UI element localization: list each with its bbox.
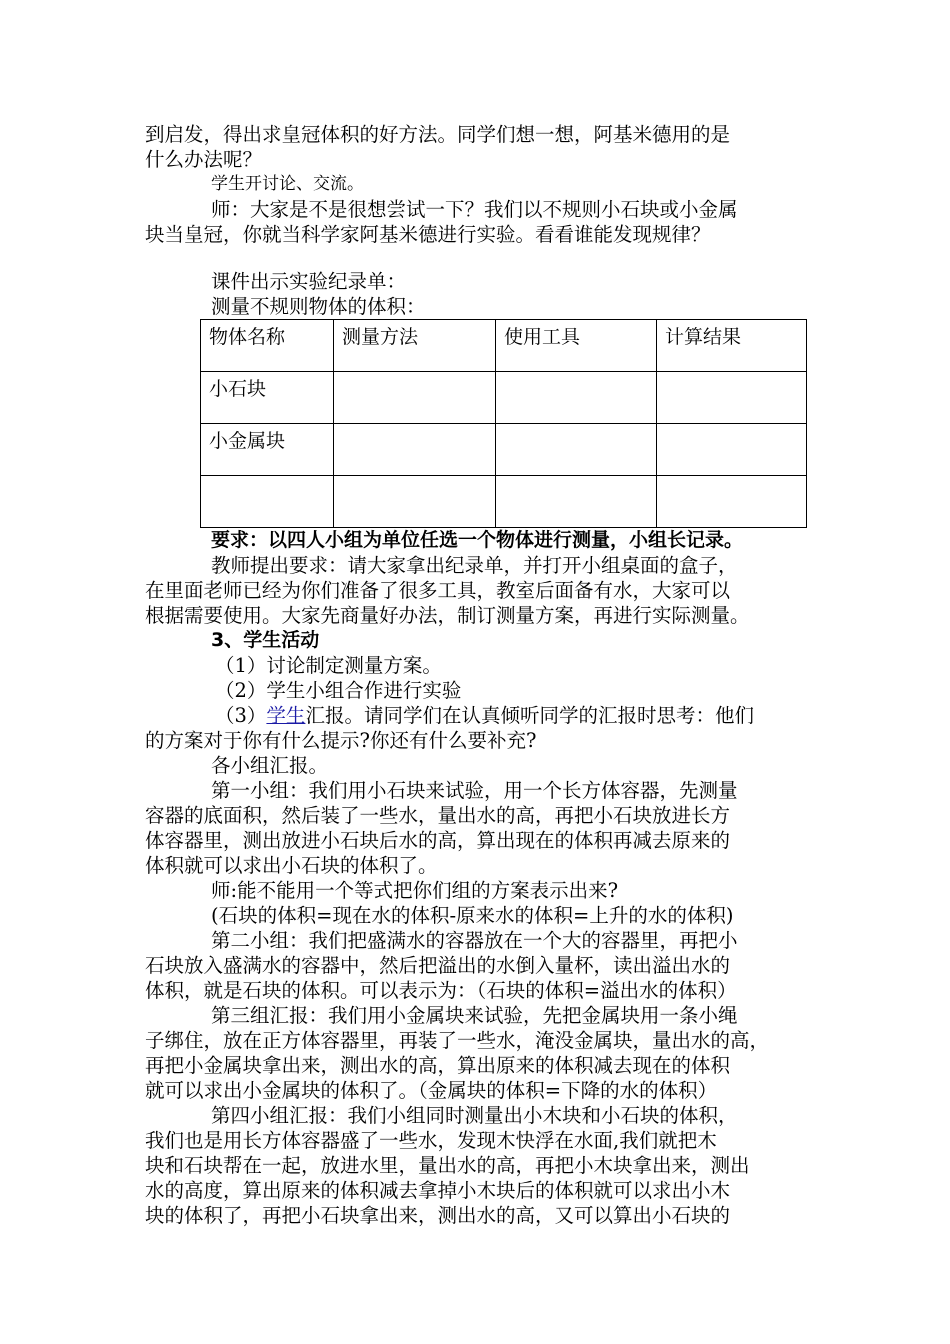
table-row [201,424,807,476]
table-row [201,476,807,528]
formula-1: (石块的体积=现在水的体积-原来水的体积=上升的水的体积) [211,904,734,927]
table-cell [334,372,496,424]
intro-line-1: 到启发，得出求皇冠体积的好方法。同学们想一想，阿基米德用的是 [145,123,731,146]
group1-line-3: 体容器里，测出放进小石块后水的高，算出现在的体积再减去原来的 [145,829,731,852]
group4-line-4: 水的高度，算出原来的体积减去拿掉小木块后的体积就可以求出小木 [145,1179,731,1202]
group3-line-4: 就可以求出小金属块的体积了。（金属块的体积=下降的水的体积） [145,1079,718,1102]
group4-line-5: 块的体积了，再把小石块拿出来，测出水的高，又可以算出小石块的 [145,1204,731,1227]
requirement-line: 要求：以四人小组为单位任选一个物体进行测量，小组长记录。 [211,529,744,551]
group4-line-3: 块和石块帮在一起，放进水里，量出水的高，再把小木块拿出来，测出 [145,1154,750,1177]
teacher-requirement-line-2: 在里面老师已经为你们准备了很多工具，教室后面备有水，大家可以 [145,579,731,602]
group2-line-1: 第二小组：我们把盛满水的容器放在一个大的容器里，再把小 [211,929,738,952]
group1-line-4: 体积就可以求出小石块的体积了。 [145,854,438,877]
table-header-row [201,320,807,372]
step-1: （1）讨论制定测量方案。 [215,654,442,677]
group1-line-2: 容器的底面积，然后装了一些水，量出水的高，再把小石块放进长方 [145,804,731,827]
teacher-prompt-line-1: 师：大家是不是很想尝试一下？我们以不规则小石块或小金属 [211,198,738,221]
table-title: 测量不规则物体的体积： [211,295,426,318]
step-3-prefix: （3） [215,704,267,727]
table-cell: 小金属块 [201,424,334,476]
table-cell [496,476,657,528]
record-table [200,319,807,528]
table-cell [334,424,496,476]
table-cell [657,372,807,424]
step-2: （2）学生小组合作进行实验 [215,679,462,702]
group2-line-3: 体积，就是石块的体积。可以表示为：（石块的体积=溢出水的体积） [145,979,737,1002]
step-3-text: 汇报。请同学们在认真倾听同学的汇报时思考：他们 [305,704,754,727]
group-report-line: 各小组汇报。 [211,754,329,777]
header-cell: 物体名称 [201,320,334,372]
table-cell [201,476,334,528]
intro-line-2: 什么办法呢？ [145,148,263,171]
table-cell [657,424,807,476]
header-cell: 使用工具 [496,320,657,372]
table-cell [334,476,496,528]
table-cell [496,424,657,476]
header-cell: 计算结果 [657,320,807,372]
document-page [145,122,810,1228]
teacher-requirement-line-1: 教师提出要求：请大家拿出纪录单，并打开小组桌面的盒子， [211,554,738,577]
group1-line-1: 第一小组：我们用小石块来试验，用一个长方体容器，先测量 [211,779,738,802]
group4-line-2: 我们也是用长方体容器盛了一些水，发现木快浮在水面,我们就把木 [145,1129,717,1152]
courseware-line: 课件出示实验纪录单： [211,270,407,293]
group3-line-1: 第三组汇报：我们用小金属块来试验，先把金属块用一条小绳 [211,1004,738,1027]
blank-line [145,247,810,269]
table-cell [496,372,657,424]
header-cell: 测量方法 [334,320,496,372]
discussion-line: 学生开讨论、交流。 [211,174,364,194]
table-cell: 小石块 [201,372,334,424]
student-link[interactable]: 学生 [266,704,306,727]
group3-line-2: 子绑住，放在正方体容器里，再装了一些水，淹没金属块，量出水的高， [145,1029,770,1052]
group3-line-3: 再把小金属块拿出来，测出水的高，算出原来的体积减去现在的体积 [145,1054,731,1077]
table-row [201,372,807,424]
group4-line-1: 第四小组汇报：我们小组同时测量出小木块和小石块的体积， [211,1104,738,1127]
section-heading: 3、学生活动 [211,629,320,651]
teacher-prompt-line-2: 块当皇冠，你就当科学家阿基米德进行实验。看看谁能发现规律？ [145,223,711,246]
step-3-line-2: 的方案对于你有什么提示?你还有什么要补充? [145,729,537,752]
step-3-line-1 [145,703,810,728]
group2-line-2: 石块放入盛满水的容器中，然后把溢出的水倒入量杯，读出溢出水的 [145,954,731,977]
teacher-question: 师:能不能用一个等式把你们组的方案表示出来? [211,879,619,902]
table-cell [657,476,807,528]
teacher-requirement-line-3: 根据需要使用。大家先商量好办法，制订测量方案，再进行实际测量。 [145,604,750,627]
